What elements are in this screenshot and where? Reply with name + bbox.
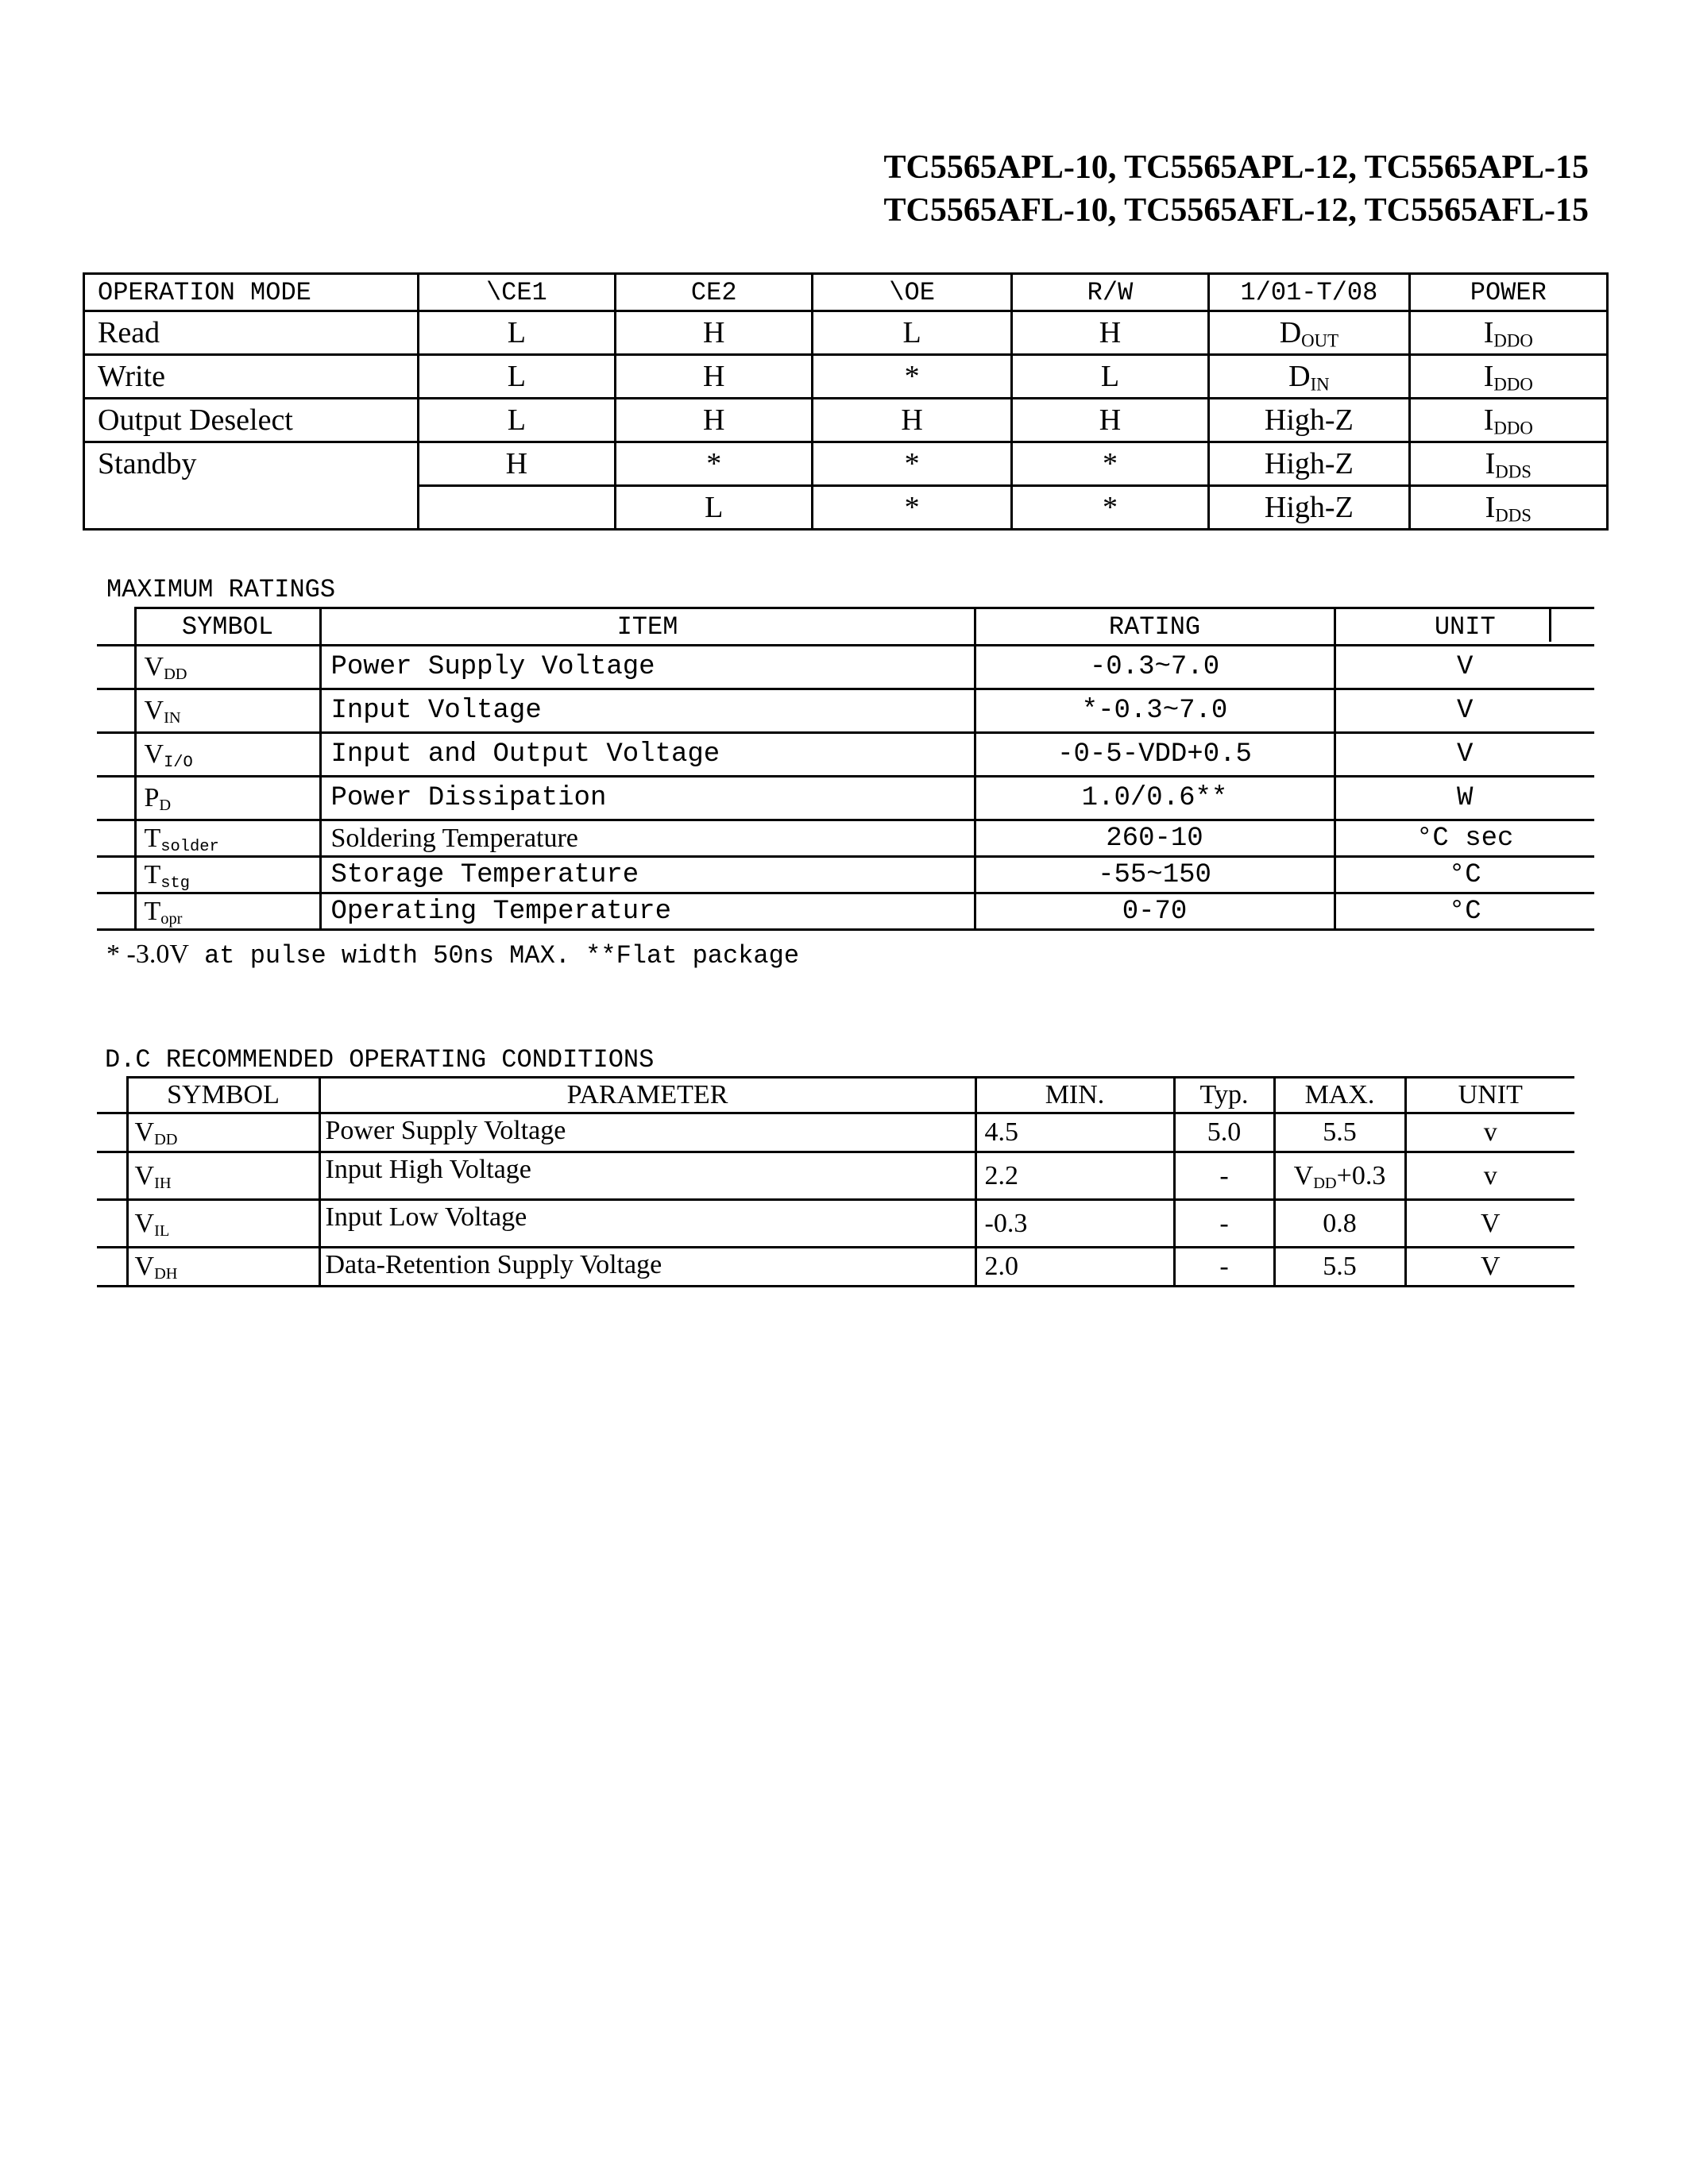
symbol-base: V (134, 1117, 155, 1147)
max-cell (1274, 1200, 1405, 1248)
rating-cell: 260-10 (975, 820, 1335, 857)
header-rw: R/W (1011, 274, 1208, 311)
io-base: High-Z (1264, 491, 1354, 524)
mode-cell: Standby (84, 442, 419, 530)
oe-cell: * (813, 442, 1011, 486)
header-io: 1/01-T/08 (1209, 274, 1409, 311)
table-row (97, 857, 1594, 893)
symbol-cell (127, 1113, 319, 1152)
item-cell: Operating Temperature (320, 893, 975, 930)
rating-cell: 1.0/0.6** (975, 777, 1335, 820)
maximum-ratings-caption: MAXIMUM RATINGS (106, 575, 336, 604)
typ-cell: 5.0 (1174, 1113, 1274, 1152)
rw-cell: L (1011, 355, 1208, 399)
rating-cell: -55~150 (975, 857, 1335, 893)
footnote (106, 940, 799, 970)
io-sub: IN (1310, 374, 1330, 395)
symbol-sub: opr (160, 909, 183, 928)
power-sub: DDS (1495, 505, 1532, 526)
min-cell: 2.0 (975, 1248, 1174, 1287)
ce1-cell: L (418, 399, 615, 442)
oe-cell: H (813, 399, 1011, 442)
io-cell (1209, 442, 1409, 486)
mode-cell: Read (84, 311, 419, 355)
symbol-cell (135, 689, 320, 733)
unit-cell: V (1335, 646, 1594, 689)
power-cell (1409, 311, 1607, 355)
row-gutter (97, 820, 135, 857)
symbol-cell (135, 820, 320, 857)
io-base: High-Z (1264, 447, 1354, 480)
item-cell: Input and Output Voltage (320, 733, 975, 777)
power-base: I (1485, 491, 1496, 524)
power-sub: DDO (1493, 330, 1533, 351)
ce1-cell: L (418, 355, 615, 399)
typ-cell: - (1174, 1200, 1274, 1248)
row-gutter (97, 893, 135, 930)
symbol-base: V (134, 1160, 155, 1190)
dc-conditions-table (97, 1076, 1574, 1287)
power-base: I (1483, 360, 1494, 393)
rating-cell: -0.3~7.0 (975, 646, 1335, 689)
unit-cell: V (1405, 1200, 1574, 1248)
symbol-cell (135, 733, 320, 777)
dc-conditions-caption: D.C RECOMMENDED OPERATING CONDITIONS (105, 1045, 655, 1075)
min-cell: -0.3 (975, 1200, 1174, 1248)
symbol-base: V (134, 1252, 155, 1281)
symbol-base: T (144, 859, 161, 889)
table-row (97, 1200, 1574, 1248)
max-base: V (1293, 1160, 1314, 1190)
symbol-base: T (144, 896, 161, 926)
parameter-cell: Input High Voltage (319, 1152, 975, 1200)
unit-cell: °C (1335, 857, 1594, 893)
parameter-cell: Data-Retention Supply Voltage (319, 1248, 975, 1287)
table-row (97, 820, 1594, 857)
min-cell: 2.2 (975, 1152, 1174, 1200)
header-parameter: PARAMETER (319, 1078, 975, 1113)
symbol-sub: IN (164, 709, 181, 727)
header-min: MIN. (975, 1078, 1174, 1113)
header-item: ITEM (320, 608, 975, 646)
header-unit: UNIT (1405, 1078, 1574, 1113)
max-base: 5.5 (1323, 1117, 1357, 1147)
table-row (97, 1152, 1574, 1200)
max-base: 5.5 (1323, 1252, 1357, 1281)
oe-cell: * (813, 486, 1011, 530)
rating-cell: *-0.3~7.0 (975, 689, 1335, 733)
header-unit: UNIT (1335, 608, 1594, 646)
symbol-sub: I/O (164, 754, 193, 773)
symbol-base: V (144, 739, 164, 769)
max-cell (1274, 1113, 1405, 1152)
symbol-sub: D (159, 797, 172, 815)
table-row (97, 733, 1594, 777)
io-base: D (1288, 360, 1311, 393)
ce1-cell (418, 486, 615, 530)
title-line-2: TC5565AFL-10, TC5565AFL-12, TC5565AFL-15 (883, 192, 1589, 229)
mode-cell: Write (84, 355, 419, 399)
parameter-cell: Power Supply Voltage (319, 1113, 975, 1152)
rw-cell: H (1011, 399, 1208, 442)
row-gutter (97, 777, 135, 820)
row-gutter (97, 689, 135, 733)
header-power: POWER (1409, 274, 1607, 311)
row-gutter (97, 857, 135, 893)
footnote-prefix: * -3.0V (106, 940, 189, 969)
symbol-sub: IL (154, 1221, 170, 1240)
row-gutter (97, 1078, 127, 1113)
header-divider (1549, 607, 1551, 642)
symbol-base: P (144, 783, 160, 812)
symbol-cell (127, 1152, 319, 1200)
row-gutter (97, 733, 135, 777)
ce2-cell: H (616, 311, 813, 355)
rw-cell: * (1011, 486, 1208, 530)
io-base: High-Z (1264, 403, 1354, 437)
table-row (97, 893, 1594, 930)
table-header-row (97, 1078, 1574, 1113)
row-gutter (97, 646, 135, 689)
table-row (84, 355, 1608, 399)
table-row (97, 646, 1594, 689)
table-row (97, 1248, 1574, 1287)
power-sub: DDS (1495, 461, 1532, 482)
footnote-text: at pulse width 50ns MAX. **Flat package (188, 941, 800, 970)
symbol-sub: DD (164, 666, 187, 684)
io-cell (1209, 355, 1409, 399)
typ-cell: - (1174, 1152, 1274, 1200)
row-gutter (97, 1152, 127, 1200)
header-ce2: CE2 (616, 274, 813, 311)
io-cell (1209, 311, 1409, 355)
table-row (84, 311, 1608, 355)
header-max: MAX. (1274, 1078, 1405, 1113)
row-gutter (97, 1248, 127, 1287)
max-base: 0.8 (1323, 1208, 1357, 1238)
table-header-row (84, 274, 1608, 311)
symbol-cell (135, 777, 320, 820)
ce2-cell: H (616, 355, 813, 399)
symbol-cell (135, 646, 320, 689)
symbol-sub: DH (154, 1265, 178, 1283)
power-cell (1409, 399, 1607, 442)
power-cell (1409, 486, 1607, 530)
unit-cell: °C (1335, 893, 1594, 930)
header-typ: Typ. (1174, 1078, 1274, 1113)
ce2-cell: * (616, 442, 813, 486)
item-cell: Soldering Temperature (320, 820, 975, 857)
power-base: I (1483, 316, 1494, 349)
unit-cell: V (1335, 689, 1594, 733)
symbol-base: T (144, 823, 161, 853)
io-base: D (1279, 316, 1302, 349)
oe-cell: L (813, 311, 1011, 355)
symbol-sub: IH (154, 1174, 172, 1192)
symbol-base: V (144, 652, 164, 681)
row-gutter (97, 608, 135, 646)
unit-cell: V (1405, 1248, 1574, 1287)
ce2-cell: L (616, 486, 813, 530)
item-cell: Input Voltage (320, 689, 975, 733)
header-symbol: SYMBOL (135, 608, 320, 646)
unit-cell: W (1335, 777, 1594, 820)
table-row (84, 442, 1608, 486)
ce2-cell: H (616, 399, 813, 442)
symbol-sub: DD (154, 1131, 178, 1149)
power-cell (1409, 442, 1607, 486)
row-gutter (97, 1113, 127, 1152)
row-gutter (97, 1200, 127, 1248)
symbol-cell (127, 1248, 319, 1287)
io-cell (1209, 399, 1409, 442)
max-cell (1274, 1152, 1405, 1200)
power-sub: DDO (1493, 374, 1533, 395)
title-line-1: TC5565APL-10, TC5565APL-12, TC5565APL-15 (883, 149, 1589, 186)
table-row (97, 689, 1594, 733)
unit-cell: °C sec (1335, 820, 1594, 857)
unit-cell: v (1405, 1113, 1574, 1152)
min-cell: 4.5 (975, 1113, 1174, 1152)
header-oe: \OE (813, 274, 1011, 311)
rating-cell: 0-70 (975, 893, 1335, 930)
ce1-cell: H (418, 442, 615, 486)
max-sub: DD (1313, 1174, 1337, 1192)
unit-cell: v (1405, 1152, 1574, 1200)
symbol-sub: solder (160, 837, 219, 856)
power-base: I (1483, 403, 1494, 437)
header-operation-mode: OPERATION MODE (84, 274, 419, 311)
table-header-row (97, 608, 1594, 646)
ce1-cell: L (418, 311, 615, 355)
table-row (84, 399, 1608, 442)
header-ce1: \CE1 (418, 274, 615, 311)
maximum-ratings-table (97, 607, 1594, 931)
io-sub: OUT (1301, 330, 1339, 351)
mode-cell: Output Deselect (84, 399, 419, 442)
symbol-cell (127, 1200, 319, 1248)
rw-cell: H (1011, 311, 1208, 355)
symbol-cell (135, 857, 320, 893)
header-symbol: SYMBOL (127, 1078, 319, 1113)
item-cell: Storage Temperature (320, 857, 975, 893)
symbol-base: V (134, 1208, 155, 1238)
datasheet-title (794, 146, 1589, 232)
power-sub: DDO (1493, 418, 1533, 438)
rating-cell: -0-5-VDD+0.5 (975, 733, 1335, 777)
max-cell (1274, 1248, 1405, 1287)
power-base: I (1485, 447, 1496, 480)
operation-mode-table (83, 272, 1609, 531)
item-cell: Power Supply Voltage (320, 646, 975, 689)
max-suffix: +0.3 (1336, 1160, 1386, 1190)
unit-cell: V (1335, 733, 1594, 777)
table-row (97, 777, 1594, 820)
symbol-sub: stg (160, 874, 190, 893)
parameter-cell: Input Low Voltage (319, 1200, 975, 1248)
io-cell (1209, 486, 1409, 530)
typ-cell: - (1174, 1248, 1274, 1287)
oe-cell: * (813, 355, 1011, 399)
table-row (97, 1113, 1574, 1152)
item-cell: Power Dissipation (320, 777, 975, 820)
header-rating: RATING (975, 608, 1335, 646)
symbol-cell (135, 893, 320, 930)
rw-cell: * (1011, 442, 1208, 486)
symbol-base: V (144, 696, 164, 725)
power-cell (1409, 355, 1607, 399)
